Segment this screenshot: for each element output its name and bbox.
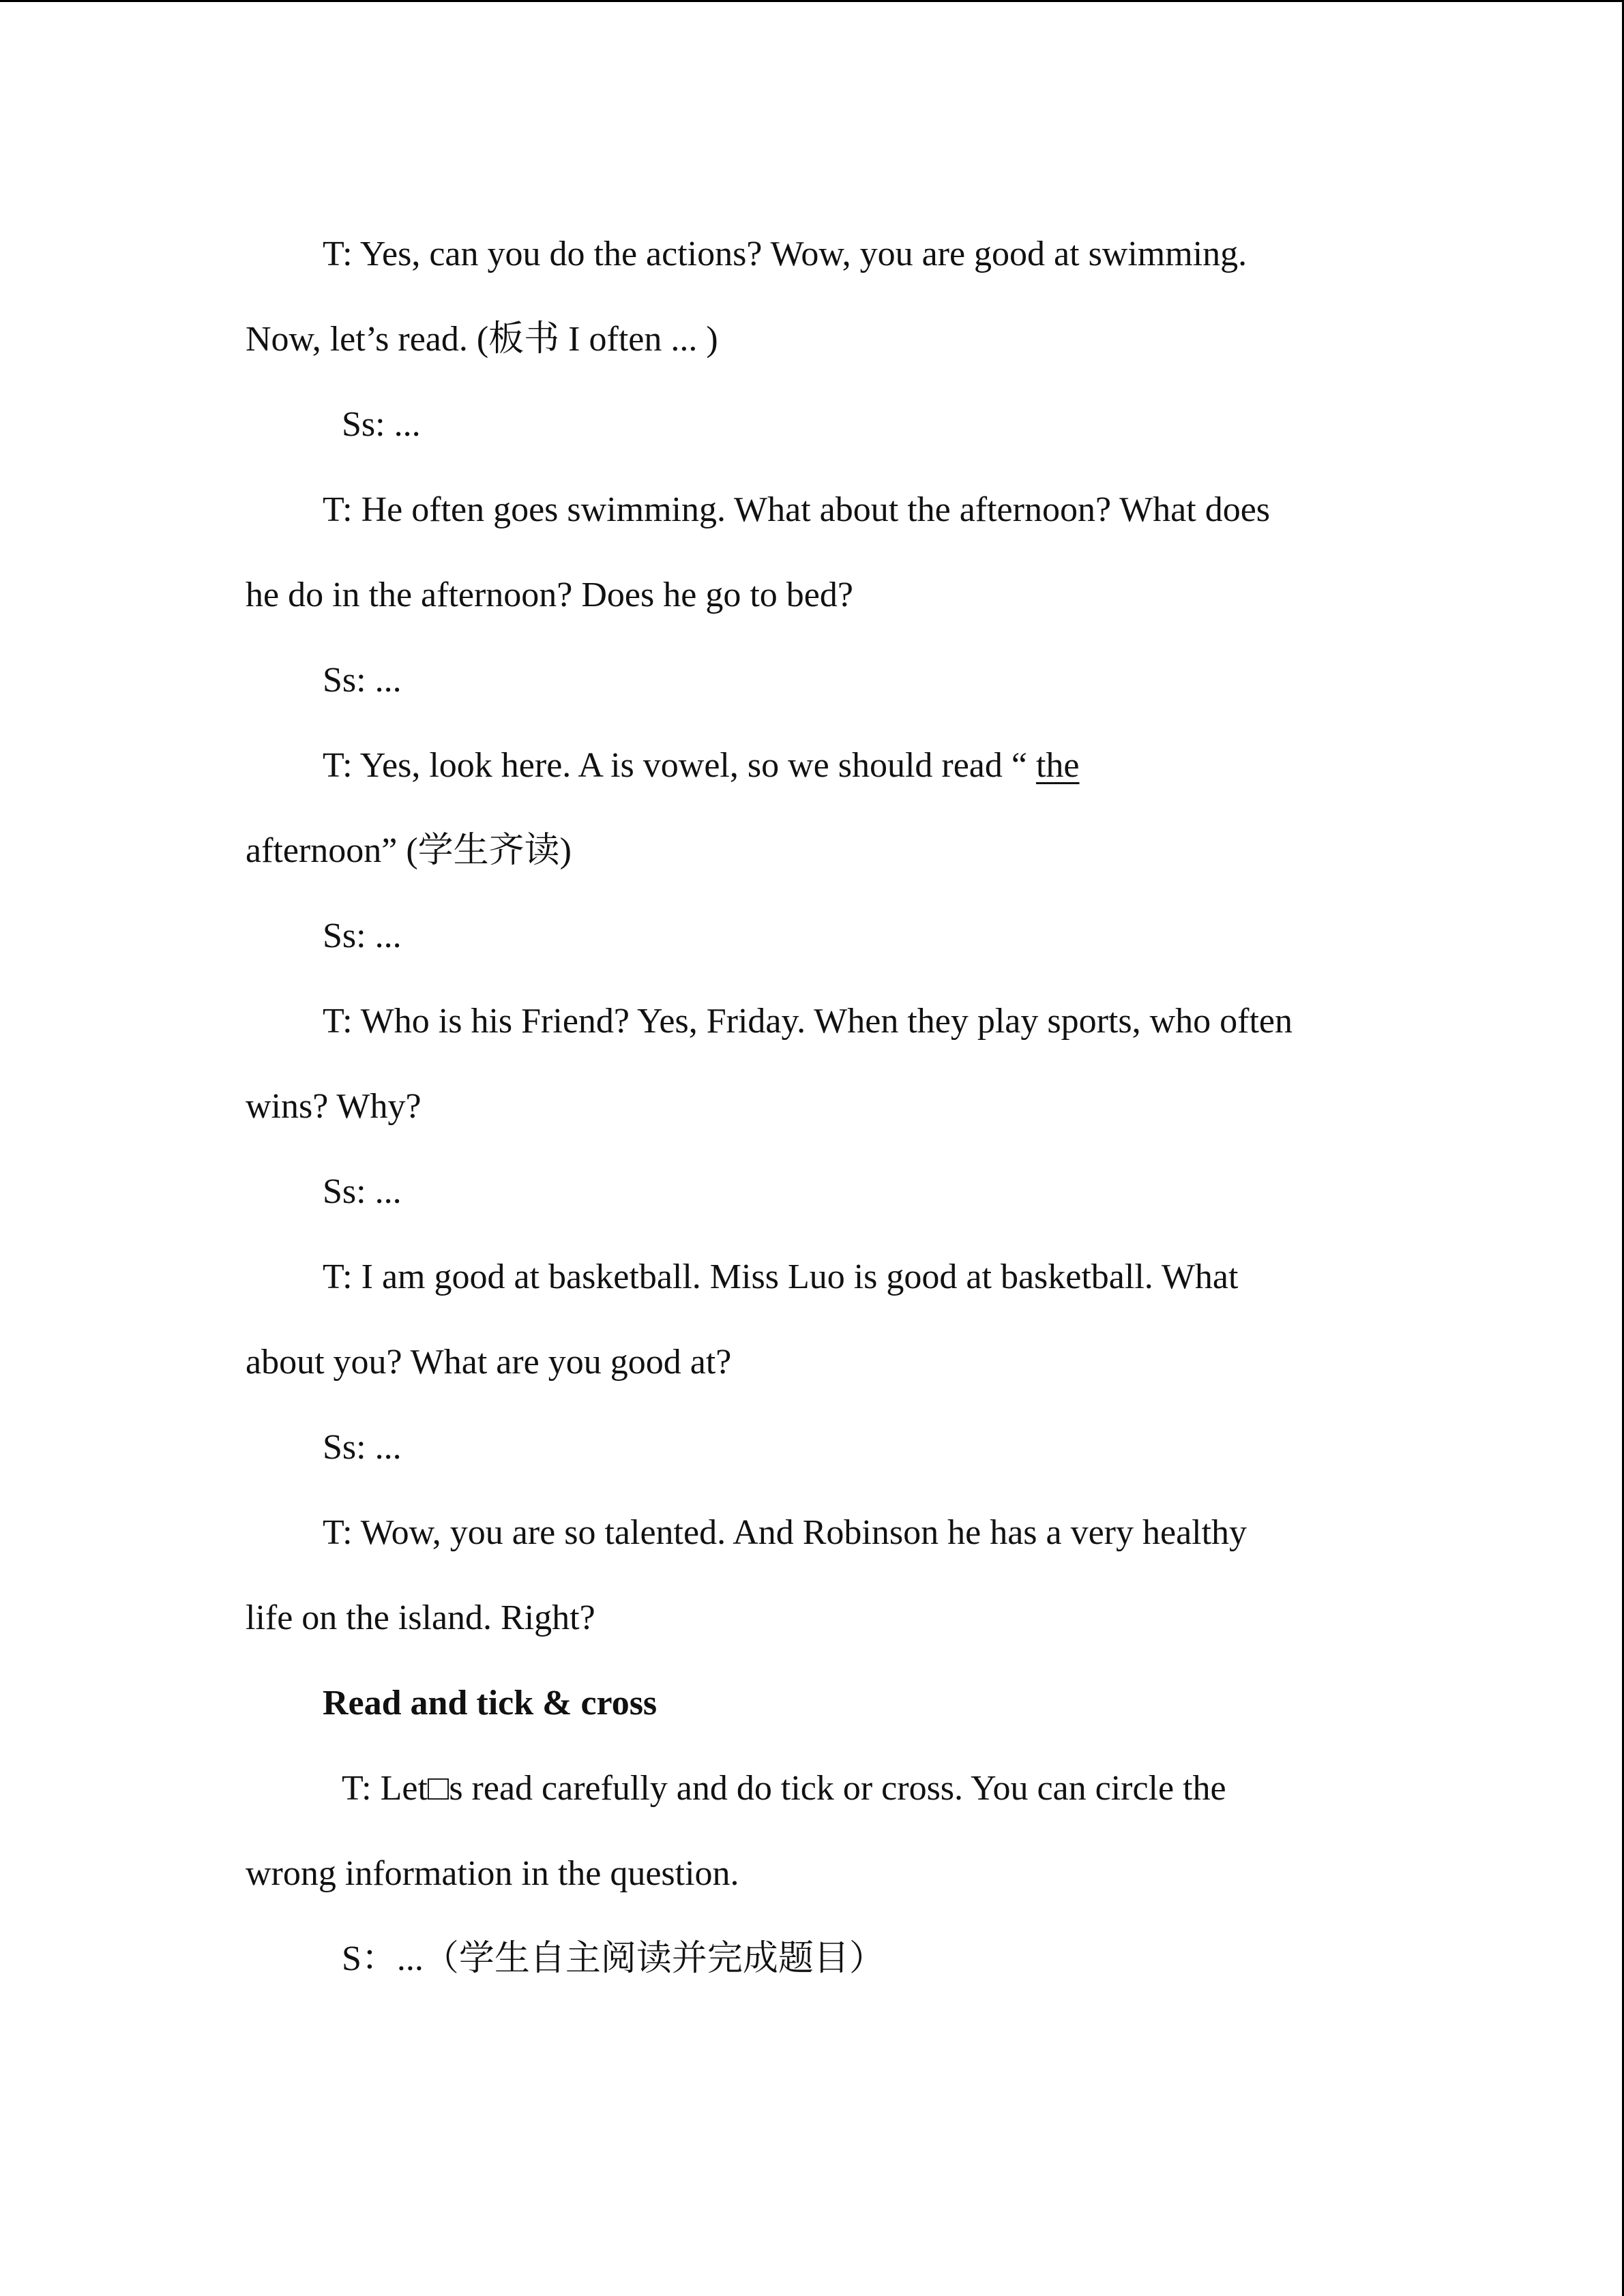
dialogue-line: Ss: ... <box>342 405 421 444</box>
dialogue-line: afternoon” (学生齐读) <box>246 831 572 870</box>
dialogue-line: T: He often goes swimming. What about the afternoon? What does <box>323 490 1271 529</box>
dialogue-line: he do in the afternoon? Does he go to bed? <box>246 576 853 614</box>
dialogue-line: T: Wow, you are so talented. And Robinson he has a very healthy <box>323 1513 1247 1552</box>
dialogue-line: about you? What are you good at? <box>246 1343 732 1382</box>
dialogue-text: T: Yes, look here. A is vowel, so we should read “ <box>323 746 1036 785</box>
dialogue-line: S：...（学生自主阅读并完成题目） <box>342 1939 885 1978</box>
dialogue-line: T: I am good at basketball. Miss Luo is good at basketball. What <box>323 1257 1239 1296</box>
document-body <box>246 211 1405 2001</box>
dialogue-line: wins? Why? <box>246 1087 422 1126</box>
section-heading: Read and tick & cross <box>323 1684 658 1723</box>
dialogue-line <box>246 723 1405 808</box>
dialogue-line: T: Yes, can you do the actions? Wow, you are good at swimming. <box>323 235 1247 273</box>
dialogue-line: life on the island. Right? <box>246 1598 595 1637</box>
dialogue-line: wrong information in the question. <box>246 1854 739 1893</box>
dialogue-line: Ss: ... <box>323 661 402 700</box>
dialogue-line: Now, let’s read. (板书 I often ... ) <box>246 320 718 359</box>
page-border-top <box>0 0 1624 2</box>
dialogue-line: Ss: ... <box>323 916 402 955</box>
dialogue-line: Ss: ... <box>323 1428 402 1467</box>
dialogue-line: T: Let□s read carefully and do tick or cross. You can circle the <box>342 1769 1226 1808</box>
underlined-word: the <box>1035 746 1080 785</box>
dialogue-line: Ss: ... <box>323 1172 402 1211</box>
dialogue-line: T: Who is his Friend? Yes, Friday. When they play sports, who often <box>323 1002 1293 1041</box>
